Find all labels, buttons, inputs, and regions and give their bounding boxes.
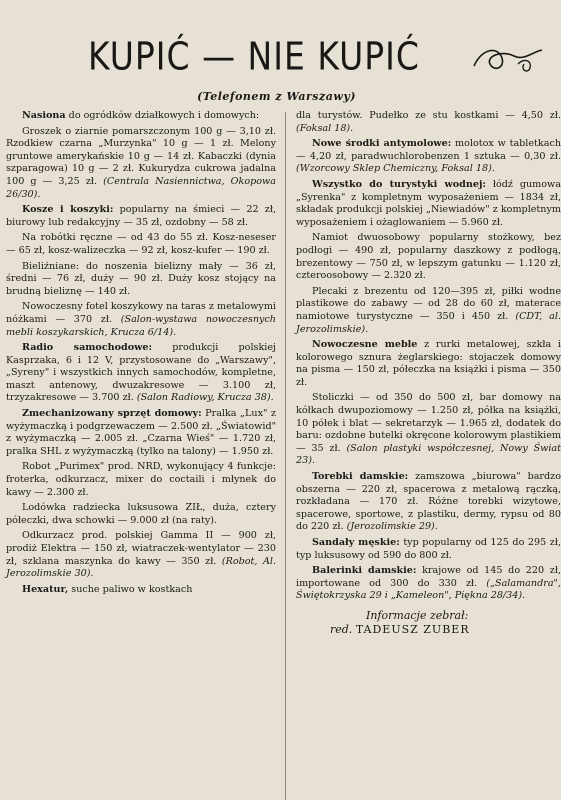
listing-paragraph (296, 286, 561, 336)
listing-text: Stoliczki — od 350 do 500 zł, bar domowy na kółkach dwupoziomowy — 1.250 zł, półka na książki, 10 półek i blat — sekretarzyk — 1.965 zł, dodatek do baru: ozdobne butelki okręcone kolorowym plastikiem — 35 zł. (296, 392, 561, 454)
store-source: (Salon-wystawa nowoczesnych mebli koszykarskich, Krucza 6/14). (6, 313, 276, 338)
author-signature (296, 609, 561, 637)
listing-heading: Nowoczesne meble (312, 339, 418, 351)
listing-heading: Nowe środki antymolowe: (312, 138, 452, 150)
headline: KUPIĆ — NIE KUPIĆ (88, 34, 420, 79)
listing-text: Bieliźniane: do noszenia bielizny mały — 36 zł, średni — 76 zł, duży — 90 zł. Duży kosz stojący na brudną bieliznę — 140 zł. (6, 260, 276, 297)
listing-text: łódź gumowa „Syrenka" z kompletnym wyposażeniem — 1834 zł, składak produkcji polskiej „Niewiadów" z kompletnym wyposażeniem i ożaglowaniem — 5.960 zł. (296, 178, 561, 228)
left-column (6, 110, 276, 800)
listing-text: Odkurzacz prod. polskiej Gamma II — 900 zł, prodiż Elektra — 150 zł, wiatraczek-wentylator — 230 zł, szklana maszynka do kawy — 350 zł. (6, 530, 276, 567)
listing-text: dla turystów. Pudełko ze stu kostkami — 4,50 zł. (296, 110, 561, 121)
column-divider (285, 112, 286, 800)
listing-text: krajowe od 145 do 220 zł, importowane od 300 do 330 zł. (296, 565, 561, 589)
listing-text: Na robótki ręczne — od 43 do 55 zł. Kosz-neseser — 65 zł, kosz-walizeczka — 92 zł, kosz-kufer — 190 zł. (6, 232, 276, 256)
store-source: (Foksal 18). (296, 122, 354, 134)
listing-paragraph (6, 204, 276, 229)
listing-text: Nowoczesny fotel koszykowy na taras z metalowymi nóżkami — 370 zł. (6, 301, 276, 325)
store-source: (CDT, al. Jerozolimskie). (296, 310, 561, 335)
store-source: (Salon plastyki współczesnej, Nowy Świat 23). (296, 442, 561, 467)
listing-paragraph (6, 301, 276, 339)
listing-paragraph (296, 110, 561, 135)
listing-text: suche paliwo w kostkach (68, 583, 193, 595)
listing-paragraph (6, 110, 276, 123)
listing-paragraph (296, 471, 561, 534)
listing-paragraph (296, 232, 561, 282)
listing-text: molotox w tabletkach — 4,20 zł, paradwuchlorobenzen 1 sztuka — 0,30 zł. (296, 138, 561, 162)
store-source: (Centrala Nasiennictwa, Okopowa 26/30). (6, 175, 276, 200)
listing-paragraph (6, 502, 276, 527)
store-source: (Robot, Al. Jerozolimskie 30). (6, 555, 276, 580)
listing-text: Plecaki z brezentu od 120—395 zł, piłki wodne plastikowe do zabawy — od 28 do 60 zł, materace namiotowe turystyczne — 350 i 450 zł. (296, 285, 561, 322)
listing-paragraph (6, 530, 276, 580)
listing-paragraph (6, 461, 276, 499)
decorative-swirl-icon (472, 40, 552, 80)
listing-heading: Torebki damskie: (312, 471, 409, 483)
listing-paragraph (6, 342, 276, 405)
listing-paragraph (6, 232, 276, 257)
listing-text: z rurki metalowej, szkła i kolorowego sznura żeglarskiego: stojaczek domowy na pisma — 150 zł, półeczka na książki i pisma — 350 zł. (296, 339, 561, 388)
store-source: (Jerozolimskie 29). (346, 521, 438, 533)
listing-paragraph (296, 537, 561, 562)
listing-text: Lodówka radziecka luksusowa ZIŁ, duża, cztery półeczki, dwa schowki — 9.000 zł (na raty). (6, 502, 276, 526)
listing-text: Namiot dwuosobowy popularny stożkowy, bez podłogi — 490 zł, popularny daszkowy z podłogą, brezentowy — 750 zł, w lepszym gatunku — 1.120 zł, czteroosobowy — 2.320 zł. (296, 232, 561, 282)
store-source: („Salamandra", Świętokrzyska 29 i „Kameleon", Piękna 28/34). (296, 577, 561, 602)
listing-text: zamszowa „biurowa" bardzo obszerna — 220 zł, spacerowa z metalową rączką, rozkładana — 170 zł. Różne torebki wizytowe, spacerowe, sportowe, z plastiku, dermy, rypsu od 80 do 220 zł. (296, 471, 561, 533)
listing-paragraph (6, 126, 276, 202)
listing-paragraph (296, 138, 561, 176)
listing-heading: Zmechanizowany sprzęt domowy: (22, 408, 202, 420)
listing-heading: Balerinki damskie: (312, 565, 417, 577)
listing-paragraph (6, 408, 276, 458)
listing-paragraph (296, 179, 561, 229)
listing-paragraph (6, 261, 276, 299)
listing-text: Pralka „Lux" z wyżymaczką i podgrzewaczem — 2.500 zł. „Światowid" z wyżymaczką — 2.005 zł. „Czarna Wieś" — 1.720 zł, pralka SHL z wyżymaczką (tylko na talony) — 1.950 zł. (6, 408, 276, 457)
listing-text: Groszek o ziarnie pomarszczonym 100 g — 3,10 zł. Rzodkiew czarna „Murzynka" 10 g — 1 zł. Melony gruntowe amerykańskie 10 g — 14 zł. Kabaczki (dynia szparagowa) 10 g — 2 zł. Kukurydza cukrowa jadalna 100 g — 3,25 zł. (6, 125, 276, 187)
listing-text: do ogródków działkowych i domowych: (65, 110, 260, 121)
listing-heading: Hexatur, (22, 583, 69, 595)
listing-heading: Nasiona (22, 110, 66, 121)
listing-text: Robot „Purimex" prod. NRD, wykonujący 4 funkcje: froterka, odkurzacz, mixer do coctaili i młynek do kawy — 2.300 zł. (6, 461, 276, 498)
right-column (296, 110, 561, 800)
listing-text: popularny na śmieci — 22 zł, biurowy lub redakcyjny — 35 zł, ozdobny — 58 zł. (6, 204, 276, 228)
listing-heading: Radio samochodowe: (22, 342, 153, 354)
listing-paragraph (296, 339, 561, 389)
store-source: (Wzorcowy Sklep Chemiczny, Foksal 18). (296, 163, 495, 175)
signature-author (330, 623, 561, 637)
subheadline: (Telefonem z Warszawy) (197, 90, 356, 103)
listing-paragraph (296, 392, 561, 468)
signature-name: TADEUSZ ZUBER (355, 622, 470, 636)
listing-heading: Sandały męskie: (312, 537, 400, 548)
store-source: (Salon Radiowy, Krucza 38). (136, 392, 274, 404)
listing-text: produkcji polskiej Kasprzaka, 6 i 12 V, przystosowane do „Warszawy", „Syreny" i wszystkich innych samochodów, kompletne, maszt antenowy, dwuzakresowe — 3.100 zł, trzyzakresowe — 3.700 zł. (6, 342, 276, 404)
signature-prefix: red. (330, 622, 353, 636)
listing-paragraph (6, 584, 276, 597)
signature-label: Informacje zebrał: (366, 608, 469, 622)
listing-heading: Wszystko do turystyki wodnej: (312, 178, 486, 190)
listing-paragraph (296, 565, 561, 603)
listing-heading: Kosze i koszyki: (22, 204, 114, 216)
listing-text: typ popularny od 125 do 295 zł, typ luksusowy od 590 do 800 zł. (296, 537, 561, 561)
